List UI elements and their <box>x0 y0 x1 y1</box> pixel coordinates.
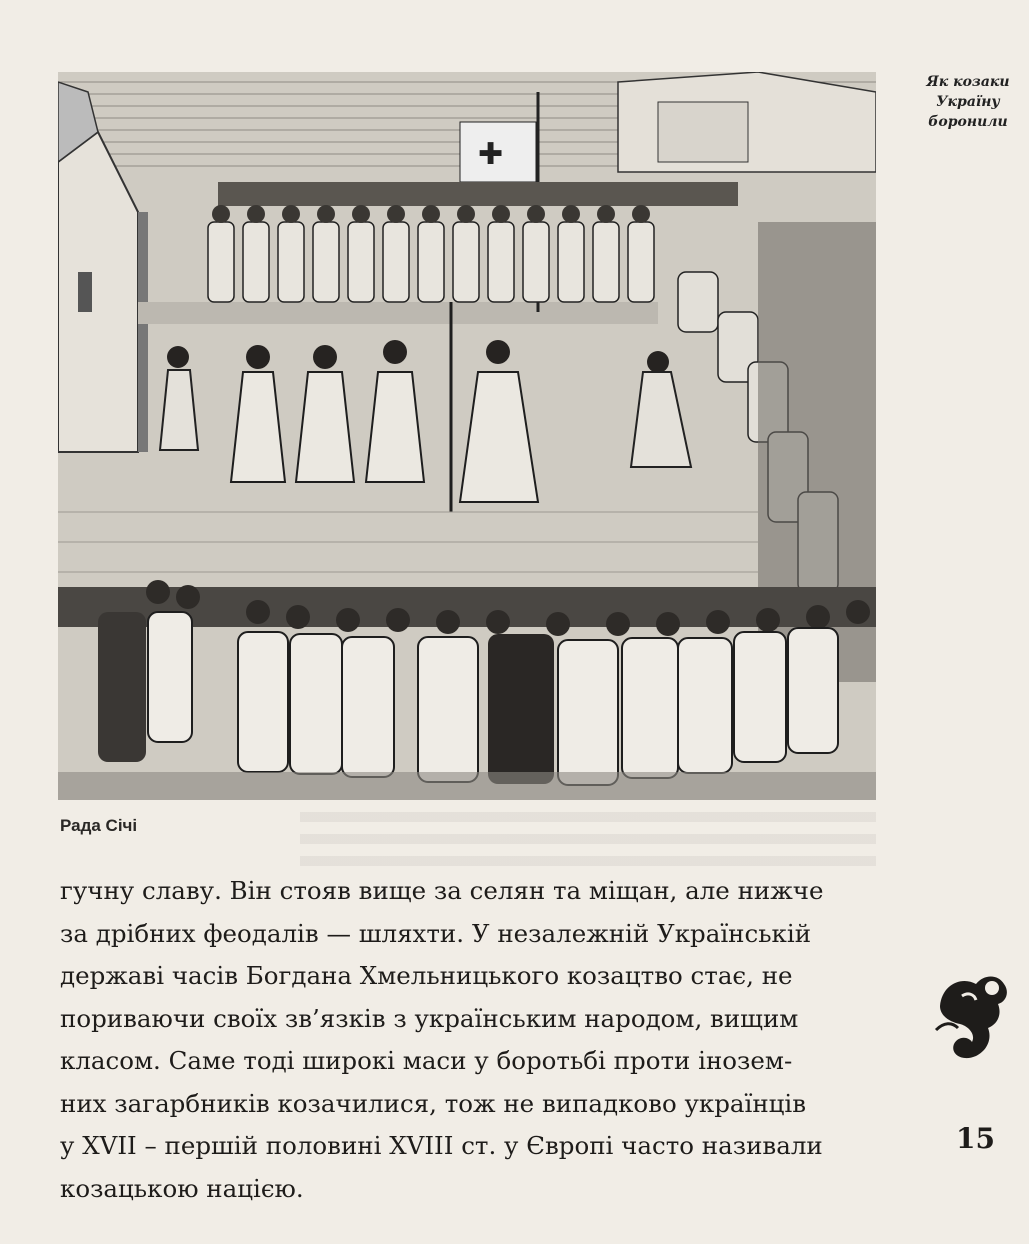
body-line: за дрібних феодалів — шляхти. У незалежній Українській <box>60 918 812 948</box>
body-line: козацькою нацією. <box>60 1173 304 1203</box>
cossack-emblem-icon <box>932 966 1016 1066</box>
body-line: пориваючи своїх зв’язків з українським народом, вищим <box>60 1003 799 1033</box>
body-paragraph <box>60 870 878 1210</box>
rada-sichi-illustration <box>58 72 876 800</box>
body-line: гучну славу. Він стояв вище за селян та міщан, але нижче <box>60 876 824 905</box>
figure-caption: Рада Січі <box>60 816 138 835</box>
body-line: у XVII – першій половині XVIII ст. у Європі часто називали <box>60 1131 823 1160</box>
page-number: 15 <box>956 1122 995 1155</box>
show-through-text <box>300 806 876 866</box>
body-line: класом. Саме тоді широкі маси у боротьбі проти інозем- <box>60 1046 793 1075</box>
running-head-line: Як козаки <box>926 74 1010 90</box>
svg-text:✚: ✚ <box>478 137 504 172</box>
running-head-line: Україну <box>936 94 1000 110</box>
body-line: державі часів Богдана Хмельницького козацтво стає, не <box>60 961 793 990</box>
running-head <box>912 72 1024 132</box>
body-line: них загарбників козачилися, тож не випадково українців <box>60 1088 807 1118</box>
running-head-line: боронили <box>928 114 1008 130</box>
